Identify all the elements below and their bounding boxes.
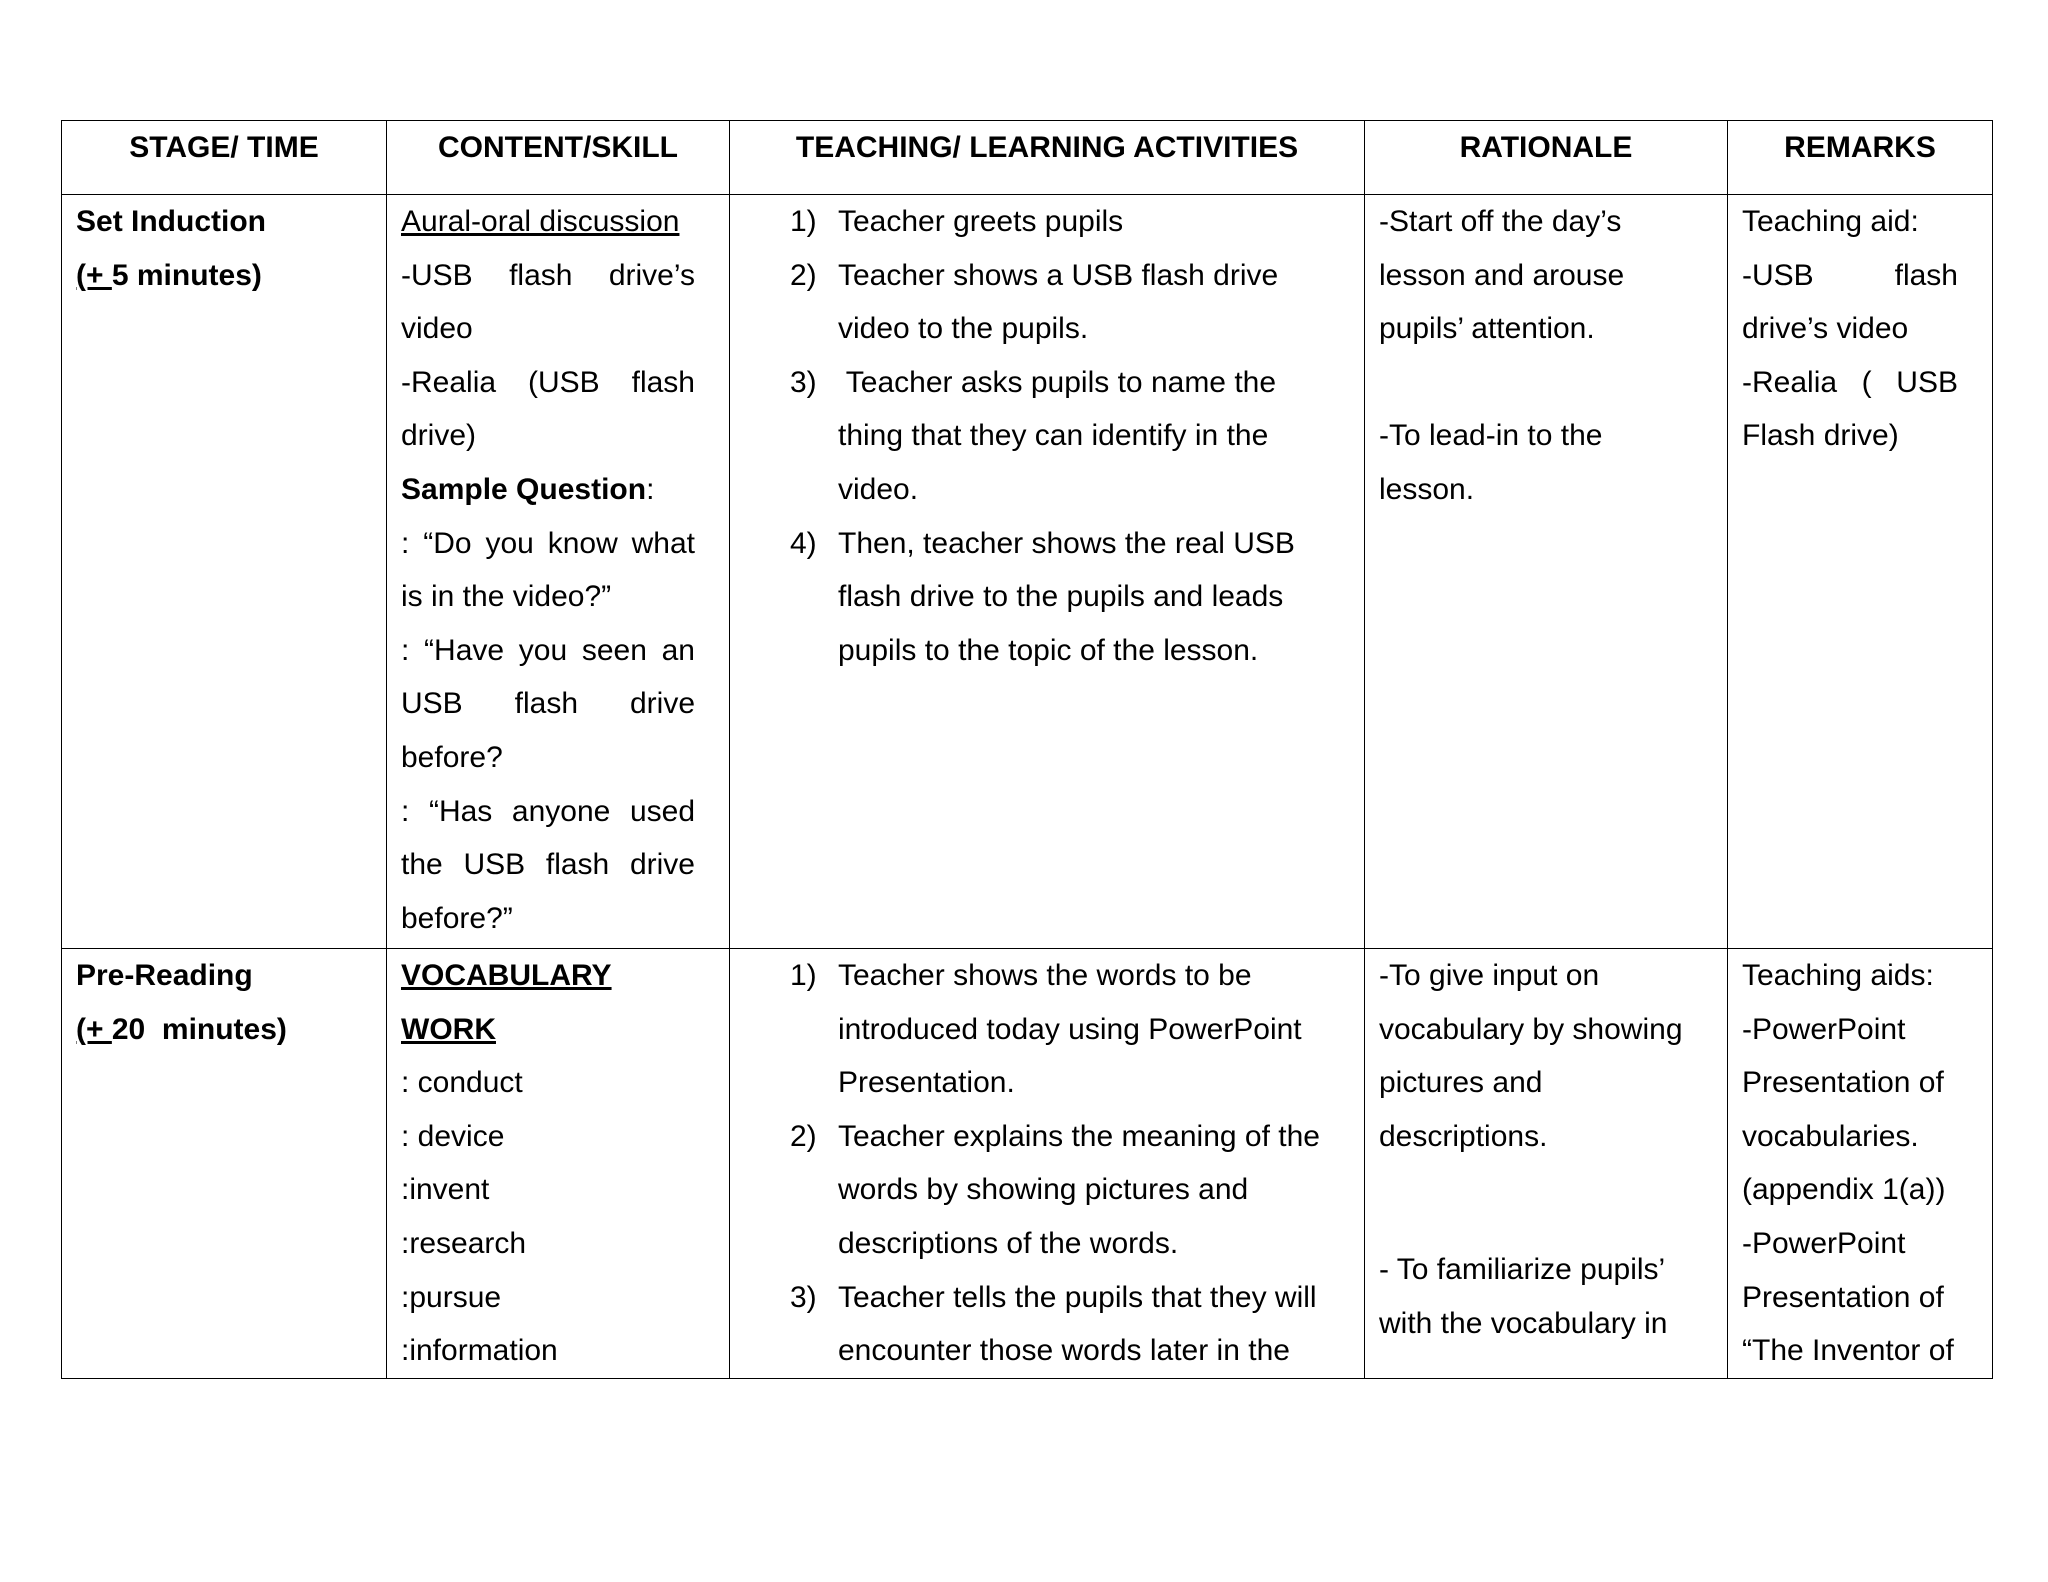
vocabulary-item: :invent	[401, 1173, 490, 1207]
rationale-text: -To give input on	[1379, 959, 1600, 992]
content-cell	[387, 195, 730, 949]
lesson-plan-table	[61, 120, 1993, 1379]
header-row	[62, 121, 1993, 195]
content-cell	[387, 949, 730, 1379]
sample-question: before?	[401, 740, 503, 774]
activities-list	[730, 949, 1364, 1378]
remarks-cell	[1728, 195, 1993, 949]
rationale-text: lesson and arouse	[1379, 258, 1625, 292]
stage-time: (+ 5 minutes)	[76, 258, 262, 292]
content-heading: WORK	[401, 1012, 496, 1046]
remarks-text: Teaching aid:	[1742, 205, 1919, 238]
vocabulary-item: :information	[401, 1334, 558, 1368]
vocabulary-item: :research	[401, 1226, 527, 1260]
vocabulary-item: : device	[401, 1119, 505, 1153]
header-remarks: REMARKS	[1728, 121, 1993, 195]
list-item: 3) Teacher asks pupils to name the thing that they can identify in the video.	[790, 365, 1277, 506]
list-item: 1) Teacher shows the words to be introduced today using PowerPoint Presentation.	[790, 959, 1302, 1100]
content-item: -USB flash drive’s	[401, 258, 695, 292]
sample-question: : “Do you know what	[401, 526, 695, 560]
sample-question: : “Have you seen an	[401, 633, 695, 667]
rationale-text: descriptions.	[1379, 1119, 1548, 1153]
remarks-text: Flash drive)	[1742, 419, 1899, 453]
activities-list	[730, 195, 1364, 677]
rationale-text: pictures and	[1379, 1066, 1543, 1100]
header-content-skill: CONTENT/SKILL	[387, 121, 730, 195]
stage-cell	[62, 195, 387, 949]
header-rationale: RATIONALE	[1365, 121, 1728, 195]
sample-question: before?”	[401, 901, 513, 935]
remarks-text: Teaching aids:	[1742, 959, 1934, 992]
sample-question: USB flash drive	[401, 687, 695, 721]
content-heading: Aural-oral discussion	[401, 205, 680, 238]
activities-cell	[730, 195, 1365, 949]
remarks-cell	[1728, 949, 1993, 1379]
remarks-text: “The Inventor of	[1742, 1334, 1954, 1368]
remarks-text: Presentation of	[1742, 1280, 1944, 1314]
rationale-text: -Start off the day’s	[1379, 205, 1622, 238]
list-item: 3) Teacher tells the pupils that they will encounter those words later in the	[790, 1280, 1317, 1368]
remarks-text: -USB flash	[1742, 258, 1958, 292]
content-item: video	[401, 312, 473, 346]
vocabulary-item: : conduct	[401, 1066, 523, 1100]
remarks-text: -Realia ( USB	[1742, 365, 1958, 399]
remarks-text: -PowerPoint	[1742, 1226, 1906, 1260]
remarks-text: -PowerPoint	[1742, 1012, 1906, 1046]
header-stage-time: STAGE/ TIME	[62, 121, 387, 195]
activities-cell	[730, 949, 1365, 1379]
header-activities: TEACHING/ LEARNING ACTIVITIES	[730, 121, 1365, 195]
list-item: 2) Teacher explains the meaning of the words by showing pictures and descriptions of the words.	[790, 1119, 1320, 1260]
list-item: 4) Then, teacher shows the real USB flash drive to the pupils and leads pupils to the topic of the lesson.	[790, 526, 1295, 667]
table-row	[62, 195, 1993, 949]
list-item: 1) Teacher greets pupils	[790, 205, 1124, 238]
content-item: -Realia (USB flash	[401, 365, 695, 399]
sample-question: the USB flash drive	[401, 848, 695, 882]
remarks-text: (appendix 1(a))	[1742, 1173, 1946, 1207]
vocabulary-item: :pursue	[401, 1280, 502, 1314]
rationale-text: -To lead-in to the	[1379, 419, 1603, 453]
content-item: drive)	[401, 419, 477, 453]
stage-time: (+ 20 minutes)	[76, 1012, 287, 1046]
rationale-text: with the vocabulary in	[1379, 1306, 1668, 1340]
rationale-cell	[1365, 195, 1728, 949]
stage-name: Pre-Reading	[76, 959, 253, 992]
rationale-cell	[1365, 949, 1728, 1379]
content-heading: VOCABULARY	[401, 959, 612, 992]
sample-question: is in the video?”	[401, 580, 612, 614]
stage-cell	[62, 949, 387, 1379]
remarks-text: vocabularies.	[1742, 1119, 1919, 1153]
rationale-text: lesson.	[1379, 472, 1475, 506]
sample-question-label: Sample Question:	[401, 472, 655, 506]
sample-question: : “Has anyone used	[401, 794, 695, 828]
rationale-text: vocabulary by showing	[1379, 1012, 1683, 1046]
list-item: 2) Teacher shows a USB flash drive video to the pupils.	[790, 258, 1279, 346]
table-row	[62, 949, 1993, 1379]
stage-name: Set Induction	[76, 205, 266, 238]
remarks-text: drive’s video	[1742, 312, 1909, 346]
rationale-text: - To familiarize pupils’	[1379, 1252, 1666, 1286]
rationale-text: pupils’ attention.	[1379, 312, 1595, 346]
remarks-text: Presentation of	[1742, 1066, 1944, 1100]
